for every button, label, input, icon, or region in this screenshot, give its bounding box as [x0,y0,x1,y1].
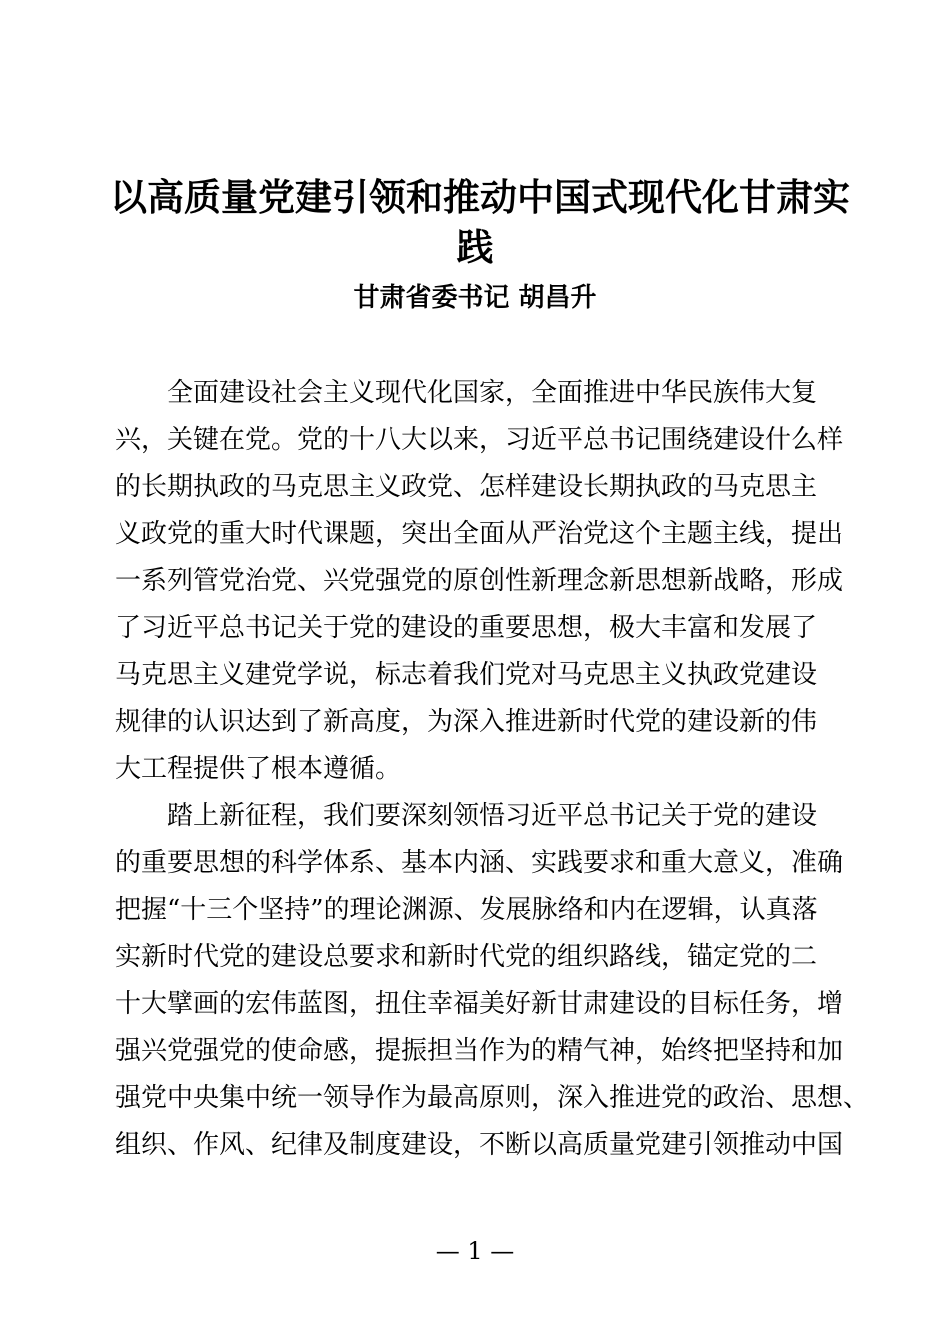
paragraph-2-line-6: 强兴党强党的使命感，提振担当作为的精气神，始终把坚持和加 [115,1036,844,1066]
paragraph-2-line-8: 组织、作风、纪律及制度建设，不断以高质量党建引领推动中国 [115,1130,844,1160]
paragraph-2-line-7: 强党中央集中统一领导作为最高原则，深入推进党的政治、思想、 [115,1083,870,1113]
paragraph-1-line-7: 马克思主义建党学说，标志着我们党对马克思主义执政党建设 [115,660,818,690]
paragraph-1-line-4: 义政党的重大时代课题，突出全面从严治党这个主题主线，提出 [115,519,844,549]
paragraph-1-line-6: 了习近平总书记关于党的建设的重要思想，极大丰富和发展了 [115,613,818,643]
paragraph-2-line-3: 把握“十三个坚持”的理论渊源、发展脉络和内在逻辑，认真落 [115,895,818,925]
paragraph-1-line-9: 大工程提供了根本遵循。 [115,754,402,784]
paragraph-1-line-8: 规律的认识达到了新高度，为深入推进新时代党的建设新的伟 [115,707,818,737]
document-title-line-1: 以高质量党建引领和推动中国式现代化甘肃实 [110,175,850,219]
paragraph-2-line-2: 的重要思想的科学体系、基本内涵、实践要求和重大意义，准确 [115,848,844,878]
paragraph-1-line-5: 一系列管党治党、兴党强党的原创性新理念新思想新战略，形成 [115,566,844,596]
author-byline: 甘肃省委书记 胡昌升 [353,283,597,313]
paragraph-2-line-1: 踏上新征程，我们要深刻领悟习近平总书记关于党的建设 [167,801,818,831]
document-title-line-2: 践 [456,225,494,269]
paragraph-2-line-5: 十大擘画的宏伟蓝图，扭住幸福美好新甘肃建设的目标任务，增 [115,989,844,1019]
paragraph-1-line-1: 全面建设社会主义现代化国家，全面推进中华民族伟大复 [167,378,818,408]
page-number: — 1 — [435,1237,515,1265]
paragraph-1-line-3: 的长期执政的马克思主义政党、怎样建设长期执政的马克思主 [115,472,818,502]
paragraph-1-line-2: 兴，关键在党。党的十八大以来，习近平总书记围绕建设什么样 [115,425,844,455]
paragraph-2-line-4: 实新时代党的建设总要求和新时代党的组织路线，锚定党的二 [115,942,818,972]
